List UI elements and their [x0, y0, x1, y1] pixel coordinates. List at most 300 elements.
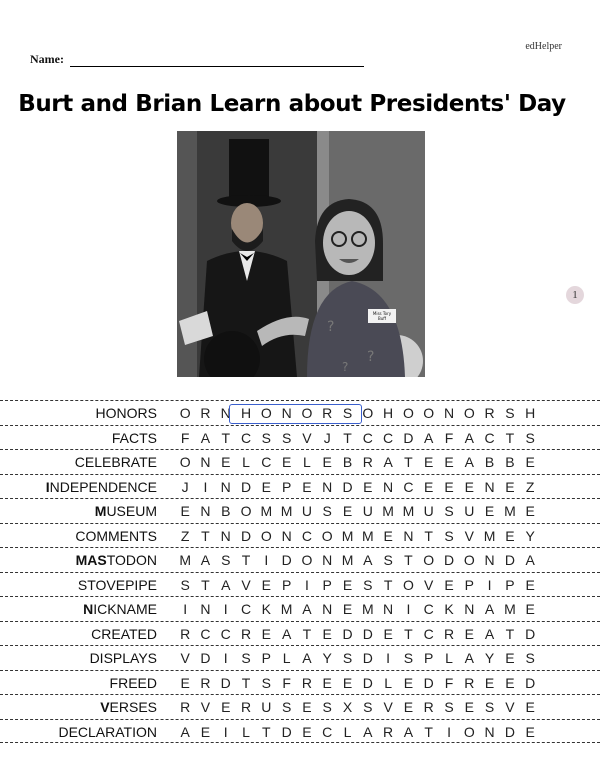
- grid-letter[interactable]: O: [463, 552, 475, 568]
- grid-letter[interactable]: O: [463, 405, 475, 421]
- grid-letter[interactable]: I: [447, 723, 451, 740]
- grid-letter[interactable]: C: [362, 429, 373, 446]
- grid-letter[interactable]: H: [525, 405, 536, 421]
- story-illustration: [177, 131, 425, 377]
- letter-grid-row: [175, 626, 545, 642]
- grid-letter[interactable]: F: [282, 674, 291, 691]
- grid-letter[interactable]: E: [505, 478, 515, 495]
- grid-letter[interactable]: S: [342, 405, 353, 421]
- grid-letter[interactable]: S: [221, 552, 231, 568]
- grid-letter[interactable]: I: [223, 601, 228, 617]
- grid-letter[interactable]: V: [200, 699, 211, 715]
- grid-letter[interactable]: C: [403, 478, 414, 495]
- letter-grid-row: [175, 552, 545, 568]
- grid-letter[interactable]: N: [200, 601, 211, 617]
- grid-letter[interactable]: R: [383, 723, 394, 740]
- grid-letter[interactable]: A: [424, 429, 434, 446]
- grid-letter[interactable]: C: [240, 601, 252, 617]
- target-word: COMMENTS: [75, 527, 157, 544]
- grid-letter[interactable]: D: [362, 650, 373, 666]
- grid-letter[interactable]: O: [463, 723, 475, 740]
- grid-letter[interactable]: E: [525, 723, 535, 740]
- grid-letter[interactable]: E: [281, 454, 292, 470]
- grid-letter[interactable]: E: [505, 650, 515, 666]
- grid-letter[interactable]: D: [504, 723, 515, 740]
- target-word: INDEPENDENCE: [45, 478, 157, 495]
- grid-letter[interactable]: D: [504, 552, 515, 568]
- grid-letter[interactable]: F: [444, 429, 454, 446]
- grid-letter[interactable]: C: [240, 429, 252, 446]
- grid-letter[interactable]: L: [445, 650, 453, 666]
- target-word: CELEBRATE: [74, 454, 157, 470]
- grid-letter[interactable]: E: [383, 625, 393, 642]
- grid-letter[interactable]: U: [301, 503, 312, 519]
- grid-letter[interactable]: M: [504, 503, 516, 519]
- grid-letter[interactable]: D: [423, 674, 434, 691]
- grid-letter[interactable]: D: [240, 527, 252, 544]
- grid-letter[interactable]: V: [383, 699, 393, 715]
- grid-letter[interactable]: R: [484, 405, 495, 421]
- grid-letter[interactable]: O: [260, 405, 272, 421]
- grid-letter[interactable]: M: [280, 601, 293, 617]
- grid-letter[interactable]: E: [424, 454, 434, 470]
- grid-letter[interactable]: E: [525, 503, 535, 519]
- grid-letter[interactable]: B: [505, 454, 515, 470]
- puzzle-row: [0, 498, 600, 523]
- grid-letter[interactable]: O: [402, 405, 414, 421]
- grid-letter[interactable]: A: [363, 723, 373, 740]
- grid-letter[interactable]: P: [464, 576, 474, 593]
- grid-letter[interactable]: H: [240, 405, 252, 421]
- grid-letter[interactable]: N: [383, 601, 394, 617]
- grid-letter[interactable]: V: [241, 576, 251, 593]
- grid-letter[interactable]: E: [464, 699, 474, 715]
- grid-letter[interactable]: R: [362, 454, 373, 470]
- grid-letter[interactable]: T: [383, 576, 393, 593]
- grid-letter[interactable]: T: [241, 552, 251, 568]
- grid-letter[interactable]: D: [362, 674, 373, 691]
- target-word: DISPLAYS: [89, 650, 157, 666]
- grid-letter[interactable]: T: [201, 527, 210, 544]
- grid-letter[interactable]: D: [342, 625, 353, 642]
- grid-letter[interactable]: Y: [322, 650, 332, 666]
- grid-letter[interactable]: C: [261, 454, 272, 470]
- grid-letter[interactable]: V: [464, 527, 474, 544]
- grid-letter[interactable]: E: [322, 674, 332, 691]
- grid-letter[interactable]: E: [484, 674, 495, 691]
- grid-letter[interactable]: D: [200, 650, 211, 666]
- grid-letter[interactable]: H: [383, 405, 394, 421]
- grid-letter[interactable]: A: [363, 552, 373, 568]
- grid-letter[interactable]: A: [383, 454, 393, 470]
- grid-letter[interactable]: T: [404, 625, 413, 642]
- grid-letter[interactable]: A: [464, 650, 474, 666]
- grid-letter[interactable]: S: [484, 699, 495, 715]
- grid-letter[interactable]: N: [443, 405, 455, 421]
- grid-letter[interactable]: B: [221, 503, 231, 519]
- grid-letter[interactable]: N: [220, 405, 231, 421]
- grid-letter[interactable]: V: [505, 699, 515, 715]
- grid-letter[interactable]: U: [362, 503, 373, 519]
- grid-letter[interactable]: C: [200, 625, 211, 642]
- grid-letter[interactable]: A: [302, 650, 312, 666]
- grid-letter[interactable]: E: [261, 478, 271, 495]
- grid-letter[interactable]: E: [342, 576, 353, 593]
- grid-letter[interactable]: E: [302, 723, 312, 740]
- grid-letter[interactable]: D: [362, 625, 373, 642]
- grid-letter[interactable]: E: [444, 478, 454, 495]
- target-word: FACTS: [111, 429, 157, 446]
- grid-letter[interactable]: T: [404, 454, 413, 470]
- grid-letter[interactable]: C: [383, 429, 394, 446]
- grid-letter[interactable]: U: [423, 503, 434, 519]
- page-number-badge: 1: [566, 286, 584, 304]
- grid-letter[interactable]: S: [363, 699, 373, 715]
- grid-letter[interactable]: S: [322, 503, 332, 519]
- grid-letter[interactable]: D: [220, 674, 231, 691]
- letter-grid-row: [175, 503, 545, 519]
- grid-letter[interactable]: C: [423, 601, 434, 617]
- grid-letter[interactable]: R: [240, 699, 252, 715]
- grid-letter[interactable]: E: [261, 576, 271, 593]
- grid-letter[interactable]: Y: [484, 650, 495, 666]
- grid-letter[interactable]: R: [180, 699, 191, 715]
- grid-letter[interactable]: N: [403, 527, 414, 544]
- grid-letter[interactable]: V: [180, 650, 190, 666]
- grid-letter[interactable]: I: [386, 650, 391, 666]
- grid-letter[interactable]: A: [403, 723, 414, 740]
- grid-letter[interactable]: L: [242, 454, 250, 470]
- grid-letter[interactable]: Z: [525, 478, 535, 495]
- grid-letter[interactable]: B: [342, 454, 353, 470]
- grid-letter[interactable]: I: [487, 576, 492, 593]
- grid-letter[interactable]: O: [179, 454, 191, 470]
- puzzle-row: [0, 719, 600, 744]
- grid-letter[interactable]: A: [464, 429, 474, 446]
- grid-letter[interactable]: T: [241, 674, 251, 691]
- grid-letter[interactable]: E: [342, 601, 353, 617]
- grid-letter[interactable]: O: [179, 405, 191, 421]
- grid-letter[interactable]: S: [444, 503, 454, 519]
- grid-letter[interactable]: X: [342, 699, 353, 715]
- svg-text:?: ?: [342, 360, 349, 374]
- grid-letter[interactable]: E: [322, 625, 332, 642]
- grid-letter[interactable]: Y: [525, 527, 535, 544]
- grid-letter[interactable]: M: [341, 552, 354, 568]
- grid-letter[interactable]: L: [303, 454, 311, 470]
- grid-letter[interactable]: N: [281, 527, 292, 544]
- puzzle-row: [0, 694, 600, 719]
- grid-letter[interactable]: E: [261, 625, 271, 642]
- grid-letter[interactable]: O: [301, 405, 313, 421]
- grid-letter[interactable]: A: [200, 429, 211, 446]
- grid-letter[interactable]: A: [302, 601, 312, 617]
- grid-letter[interactable]: J: [181, 478, 189, 495]
- grid-letter[interactable]: M: [402, 503, 415, 519]
- grid-letter[interactable]: Z: [180, 527, 190, 544]
- grid-letter[interactable]: T: [343, 429, 352, 446]
- grid-letter[interactable]: S: [281, 429, 292, 446]
- letter-grid-row: [175, 528, 545, 544]
- grid-letter[interactable]: L: [384, 674, 393, 691]
- grid-letter[interactable]: N: [484, 723, 495, 740]
- grid-letter[interactable]: L: [242, 723, 250, 740]
- grid-letter[interactable]: S: [525, 650, 535, 666]
- grid-letter[interactable]: E: [342, 503, 353, 519]
- grid-letter[interactable]: E: [484, 503, 495, 519]
- letter-grid-row: [175, 454, 545, 470]
- grid-letter[interactable]: T: [424, 723, 433, 740]
- grid-letter[interactable]: T: [201, 576, 210, 593]
- grid-letter[interactable]: N: [281, 405, 292, 421]
- grid-letter[interactable]: E: [302, 699, 312, 715]
- grid-letter[interactable]: E: [363, 478, 373, 495]
- brand-label: edHelper: [525, 41, 562, 52]
- grid-letter[interactable]: D: [403, 429, 414, 446]
- grid-letter[interactable]: L: [282, 650, 291, 666]
- grid-letter[interactable]: N: [484, 478, 495, 495]
- grid-letter[interactable]: S: [180, 576, 190, 593]
- grid-letter[interactable]: T: [404, 552, 413, 568]
- grid-letter[interactable]: O: [260, 527, 272, 544]
- grid-letter[interactable]: O: [423, 552, 435, 568]
- grid-letter[interactable]: A: [281, 625, 292, 642]
- puzzle-row: [0, 547, 600, 572]
- grid-letter[interactable]: E: [200, 723, 211, 740]
- grid-letter[interactable]: C: [220, 625, 231, 642]
- grid-letter[interactable]: M: [361, 527, 374, 544]
- grid-letter[interactable]: B: [484, 454, 495, 470]
- name-input-line[interactable]: [70, 56, 364, 67]
- target-word: DECLARATION: [58, 723, 157, 740]
- letter-grid-row: [175, 699, 545, 715]
- letter-grid-row: [175, 601, 545, 617]
- grid-letter[interactable]: A: [464, 454, 474, 470]
- grid-letter[interactable]: T: [221, 429, 231, 446]
- grid-letter[interactable]: R: [200, 405, 211, 421]
- grid-letter[interactable]: A: [180, 723, 190, 740]
- grid-letter[interactable]: R: [240, 625, 252, 642]
- grid-letter[interactable]: U: [261, 699, 272, 715]
- grid-letter[interactable]: N: [322, 601, 333, 617]
- name-badge-line2: Buff: [377, 316, 387, 321]
- grid-letter[interactable]: J: [323, 429, 331, 446]
- letter-grid-row: [175, 724, 545, 740]
- grid-letter[interactable]: K: [444, 601, 454, 617]
- target-word: MASTODON: [75, 552, 157, 568]
- word-search-puzzle: [0, 400, 600, 743]
- grid-letter[interactable]: T: [424, 527, 433, 544]
- grid-letter[interactable]: C: [484, 429, 495, 446]
- grid-letter[interactable]: P: [281, 576, 292, 593]
- grid-letter[interactable]: T: [505, 429, 515, 446]
- found-word-highlight: [229, 404, 362, 424]
- grid-letter[interactable]: I: [183, 601, 188, 617]
- grid-letter[interactable]: E: [444, 576, 454, 593]
- grid-letter[interactable]: S: [525, 429, 535, 446]
- grid-letter[interactable]: E: [302, 478, 312, 495]
- grid-letter[interactable]: S: [261, 429, 271, 446]
- grid-letter[interactable]: S: [444, 527, 454, 544]
- grid-letter[interactable]: E: [221, 454, 231, 470]
- grid-letter[interactable]: A: [200, 552, 211, 568]
- grid-letter[interactable]: S: [383, 552, 393, 568]
- grid-letter[interactable]: O: [423, 405, 435, 421]
- grid-letter[interactable]: I: [203, 478, 208, 495]
- name-field: [30, 52, 364, 67]
- grid-letter[interactable]: M: [341, 527, 354, 544]
- grid-letter[interactable]: N: [383, 478, 394, 495]
- grid-letter[interactable]: T: [505, 625, 515, 642]
- grid-letter[interactable]: E: [505, 527, 515, 544]
- grid-letter[interactable]: C: [301, 527, 312, 544]
- grid-letter[interactable]: D: [240, 478, 252, 495]
- puzzle-row: [0, 474, 600, 499]
- grid-letter[interactable]: E: [424, 478, 434, 495]
- grid-letter[interactable]: M: [179, 552, 191, 568]
- grid-letter[interactable]: I: [264, 552, 269, 568]
- grid-letter[interactable]: S: [444, 699, 454, 715]
- grid-letter[interactable]: D: [342, 478, 353, 495]
- grid-letter[interactable]: A: [221, 576, 231, 593]
- grid-letter[interactable]: S: [505, 405, 515, 421]
- grid-letter[interactable]: R: [322, 405, 333, 421]
- grid-letter[interactable]: R: [423, 699, 434, 715]
- puzzle-row: [0, 645, 600, 670]
- grid-letter[interactable]: O: [301, 552, 313, 568]
- grid-letter[interactable]: E: [403, 674, 414, 691]
- grid-letter[interactable]: N: [464, 601, 475, 617]
- grid-letter[interactable]: S: [241, 650, 251, 666]
- grid-letter[interactable]: A: [484, 625, 495, 642]
- grid-letter[interactable]: N: [200, 503, 211, 519]
- grid-letter[interactable]: D: [281, 723, 292, 740]
- grid-letter[interactable]: E: [525, 699, 535, 715]
- grid-letter[interactable]: T: [302, 625, 312, 642]
- grid-letter[interactable]: R: [301, 674, 312, 691]
- grid-letter[interactable]: N: [322, 552, 333, 568]
- grid-letter[interactable]: E: [464, 478, 474, 495]
- grid-letter[interactable]: M: [280, 503, 293, 519]
- target-word: STOVEPIPE: [77, 576, 157, 593]
- grid-letter[interactable]: S: [261, 674, 271, 691]
- grid-letter[interactable]: N: [200, 454, 211, 470]
- grid-letter[interactable]: S: [322, 699, 332, 715]
- grid-letter[interactable]: D: [443, 552, 455, 568]
- grid-letter[interactable]: D: [281, 552, 292, 568]
- puzzle-row: [0, 425, 600, 450]
- grid-letter[interactable]: M: [483, 527, 496, 544]
- grid-letter[interactable]: U: [464, 503, 475, 519]
- grid-letter[interactable]: R: [180, 625, 191, 642]
- grid-letter[interactable]: N: [220, 478, 231, 495]
- grid-letter[interactable]: E: [525, 454, 535, 470]
- letter-grid-row: [175, 577, 545, 593]
- grid-letter[interactable]: E: [525, 576, 535, 593]
- grid-letter[interactable]: A: [525, 552, 535, 568]
- grid-letter[interactable]: M: [361, 601, 374, 617]
- letter-grid-row: [175, 650, 545, 666]
- grid-letter[interactable]: S: [363, 576, 373, 593]
- grid-letter[interactable]: M: [382, 503, 394, 519]
- grid-letter[interactable]: S: [403, 650, 414, 666]
- grid-letter[interactable]: A: [484, 601, 495, 617]
- grid-letter[interactable]: D: [525, 674, 536, 691]
- grid-letter[interactable]: I: [304, 576, 309, 593]
- grid-letter[interactable]: P: [322, 576, 332, 593]
- grid-letter[interactable]: R: [443, 625, 455, 642]
- target-word: CREATED: [91, 625, 157, 642]
- puzzle-row: [0, 596, 600, 621]
- puzzle-row: [0, 621, 600, 646]
- grid-letter[interactable]: E: [403, 699, 414, 715]
- puzzle-row: [0, 400, 600, 425]
- grid-letter[interactable]: E: [221, 699, 231, 715]
- grid-letter[interactable]: I: [406, 601, 411, 617]
- grid-letter[interactable]: E: [464, 625, 474, 642]
- grid-letter[interactable]: R: [200, 674, 211, 691]
- target-word: MUSEUM: [94, 503, 157, 519]
- grid-letter[interactable]: V: [302, 429, 312, 446]
- grid-letter[interactable]: L: [343, 723, 352, 740]
- grid-letter[interactable]: P: [281, 478, 292, 495]
- svg-text:?: ?: [327, 319, 335, 335]
- puzzle-row: [0, 523, 600, 548]
- grid-letter[interactable]: O: [362, 405, 374, 421]
- target-word: VERSES: [100, 699, 157, 715]
- grid-letter[interactable]: M: [504, 601, 516, 617]
- grid-letter[interactable]: V: [424, 576, 434, 593]
- grid-letter[interactable]: I: [223, 723, 228, 740]
- puzzle-row: [0, 670, 600, 695]
- grid-letter[interactable]: P: [424, 650, 434, 666]
- grid-letter[interactable]: F: [444, 674, 454, 691]
- target-word: FREED: [109, 674, 157, 691]
- grid-letter[interactable]: E: [180, 674, 190, 691]
- puzzle-row: [0, 572, 600, 597]
- grid-letter[interactable]: O: [240, 503, 252, 519]
- grid-letter[interactable]: K: [261, 601, 271, 617]
- grid-letter[interactable]: S: [281, 699, 292, 715]
- grid-letter[interactable]: O: [402, 576, 414, 593]
- grid-letter[interactable]: E: [383, 527, 393, 544]
- grid-letter[interactable]: D: [525, 625, 536, 642]
- name-badge-line1: Miss Tory: [372, 311, 392, 316]
- grid-letter[interactable]: E: [444, 454, 454, 470]
- grid-letter[interactable]: S: [342, 650, 353, 666]
- grid-letter[interactable]: N: [484, 552, 495, 568]
- grid-letter[interactable]: E: [322, 454, 332, 470]
- grid-letter[interactable]: C: [423, 625, 434, 642]
- grid-letter[interactable]: C: [322, 723, 333, 740]
- grid-letter[interactable]: E: [342, 674, 353, 691]
- grid-letter[interactable]: E: [180, 503, 190, 519]
- grid-letter[interactable]: E: [505, 674, 515, 691]
- grid-letter[interactable]: E: [525, 601, 535, 617]
- grid-letter[interactable]: O: [321, 527, 333, 544]
- grid-letter[interactable]: P: [505, 576, 515, 593]
- grid-letter[interactable]: P: [261, 650, 271, 666]
- grid-letter[interactable]: N: [322, 478, 333, 495]
- letter-grid-row: [175, 675, 545, 691]
- svg-text:?: ?: [367, 349, 375, 365]
- grid-letter[interactable]: F: [180, 429, 190, 446]
- grid-letter[interactable]: I: [223, 650, 228, 666]
- grid-letter[interactable]: N: [220, 527, 231, 544]
- grid-letter[interactable]: T: [262, 723, 271, 740]
- grid-letter[interactable]: R: [464, 674, 475, 691]
- grid-letter[interactable]: M: [260, 503, 273, 519]
